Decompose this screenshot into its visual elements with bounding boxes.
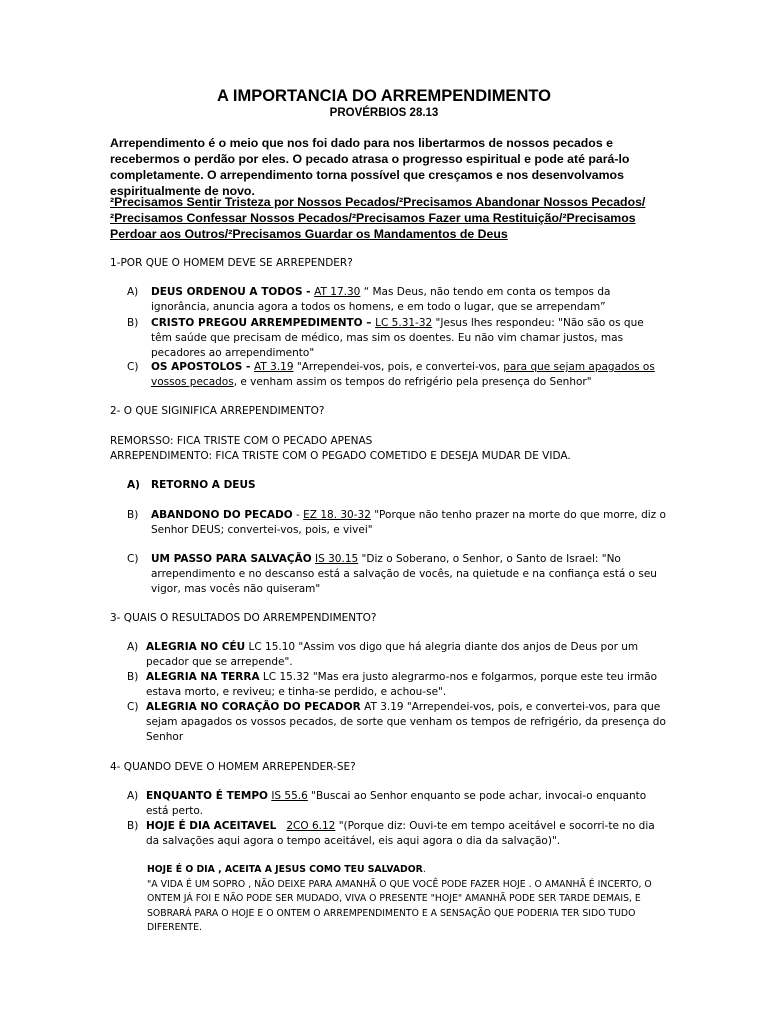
item-text-underlined: para que sejam apagados os vossos pecados <box>151 361 655 388</box>
item-text: "Mas era justo alegrarmo-nos e folgarmos, porque este teu irmão estava morto, e reviveu; e tinha-se perdido, e achou-se". <box>146 671 658 698</box>
item-body <box>146 670 666 700</box>
item-label: A) <box>127 286 139 298</box>
item-ref: AT 17.30 <box>314 286 361 298</box>
item-ref: LC 15.32 <box>259 671 310 683</box>
item-body <box>151 508 666 538</box>
item-body <box>151 285 666 315</box>
item-text: “ Mas Deus, não tendo em conta os tempos da ignorância, anuncia agora a todos os homens, e em todo o lugar, que se arrependam” <box>151 286 611 313</box>
item-label: C) <box>127 701 139 713</box>
item-text: "Buscai ao Senhor enquanto se pode achar, invocai-o enquanto está perto. <box>146 790 647 817</box>
closing-text: "A VIDA É UM SOPRO , NÃO DEIXE PARA AMANHÃ O QUE VOCÊ PODE FAZER HOJE . O AMANHÃ É INCERTO, O ONTEM JÁ FOI E NÃO PODE SER MUDADO, VIVA O PRESENTE "HOJE" AMANHÃ PODE SER TARDE DEMAIS, E SOBRARÁ PARA O HOJE E O ONTEM O ARREMPENDIMENTO E A SENSAÇÃO QUE PODERIA TER SIDO TUDO DIFERENTE. <box>147 878 652 933</box>
closing-heading <box>147 863 662 878</box>
item-body <box>151 316 666 361</box>
item-label: A) <box>127 479 140 491</box>
item-label: C) <box>127 361 139 373</box>
item-label: A) <box>127 790 139 802</box>
item-title: ABANDONO DO PECADO <box>151 509 293 521</box>
item-label: C) <box>127 553 139 565</box>
section-3-heading: 3- QUAIS O RESULTADOS DO ARREMPENDIMENTO? <box>110 612 377 624</box>
page-title: A IMPORTANCIA DO ARREMPENDIMENTO <box>217 87 551 105</box>
section-2-heading: 2- O QUE SIGINIFICA ARREPENDIMENTO? <box>110 405 325 417</box>
item-ref: AT 3.19 <box>360 701 404 713</box>
item-title: RETORNO A DEUS <box>151 479 256 491</box>
item-text: "Arrependei-vos, pois, e convertei-vos, <box>293 361 504 373</box>
item-body <box>146 819 666 849</box>
item-body <box>146 640 666 670</box>
item-label: B) <box>127 509 139 521</box>
item-text: "Arrependei-vos, pois, e convertei-vos, para que sejam apagados os vossos pecados, de sorte que venham os tempos de refrigério, da presença do Senhor <box>146 701 666 743</box>
item-title: OS APOSTOLOS - <box>151 361 255 373</box>
topics-paragraph: ²Precisamos Sentir Tristeza por Nossos Pecados/²Precisamos Abandonar Nossos Pecados/²Precisamos Confessar Nossos Pecados/²Precisamos Fazer uma Restituição/²Precisamos Perdoar aos Outros/²Precisamos Guardar os Mandamentos de Deus <box>110 195 646 241</box>
item-sep <box>276 820 286 832</box>
item-title: CRISTO PREGOU ARREMPEDIMENTO – <box>151 317 376 329</box>
item-ref: EZ 18. 30-32 <box>303 509 371 521</box>
item-title: ALEGRIA NO CORAÇÃO DO PECADOR <box>146 701 361 713</box>
item-title: ALEGRIA NA TERRA <box>146 671 260 683</box>
item-text: "Assim vos digo que há alegria diante dos anjos de Deus por um pecador que se arrepende". <box>146 641 639 668</box>
item-body <box>151 552 666 597</box>
section-4-heading: 4- QUANDO DEVE O HOMEM ARREPENDER-SE? <box>110 761 356 773</box>
item-title: HOJE É DIA ACEITAVEL <box>146 820 277 832</box>
item-body <box>151 360 666 390</box>
item-ref: 2CO 6.12 <box>286 820 336 832</box>
intro-paragraph: Arrependimento é o meio que nos foi dado para nos libertarmos de nossos pecados e recebermos o perdão por eles. O pecado atrasa o progresso espiritual e pode até pará-lo completamente. O arrependimento torna possível que cresçamos e nos desenvolvamos espiritualmente de novo. <box>110 136 630 198</box>
item-label: B) <box>127 671 139 683</box>
page-subtitle: PROVÉRBIOS 28.13 <box>329 107 439 119</box>
item-text: "(Porque diz: Ouvi-te em tempo aceitável e socorri-te no dia da salvações aqui agora o tempo aceitável, eis aqui agora o dia da salvação)". <box>146 820 655 847</box>
item-body <box>146 700 666 745</box>
item-title: UM PASSO PARA SALVAÇÃO <box>151 553 312 565</box>
item-sep: - <box>292 509 304 521</box>
item-ref: IS 55.6 <box>271 790 308 802</box>
item-title: ENQUANTO É TEMPO <box>146 790 268 802</box>
section-1-heading: 1-POR QUE O HOMEM DEVE SE ARREPENDER? <box>110 257 353 269</box>
item-ref: LC 15.10 <box>245 641 296 653</box>
item-ref: LC 5.31-32 <box>375 317 433 329</box>
item-text: "Porque não tenho prazer na morte do que morre, diz o Senhor DEUS; convertei-vos, pois, e vivei" <box>151 509 666 536</box>
closing-heading-text: HOJE É O DIA , ACEITA A JESUS COMO TEU SALVADOR <box>147 864 423 875</box>
item-title: ALEGRIA NO CÉU <box>146 641 246 653</box>
item-text: "Diz o Soberano, o Senhor, o Santo de Israel: "No arrependimento e no descanso está a salvação de vocês, na quietude e na confiança está o seu vigor, mas vocês não quiseram" <box>151 553 657 595</box>
item-label: B) <box>127 317 139 329</box>
item-body <box>151 478 666 493</box>
arrependimento-definition: ARREPENDIMENTO: FICA TRISTE COM O PEGADO COMETIDO E DESEJA MUDAR DE VIDA. <box>110 450 571 462</box>
closing-note <box>147 863 662 936</box>
closing-heading-end: . <box>422 864 426 875</box>
item-ref: AT 3.19 <box>254 361 294 373</box>
item-ref: IS 30.15 <box>315 553 359 565</box>
remorsso-definition: REMORSSO: FICA TRISTE COM O PECADO APENAS <box>110 435 373 447</box>
item-body <box>146 789 666 819</box>
item-text: , e venham assim os tempos do refrigério pela presença do Senhor" <box>233 376 592 388</box>
item-text: "Jesus lhes respondeu: "Não são os que têm saúde que precisam de médico, mas sim os doentes. Eu não vim chamar justos, mas pecadores ao arrependimento" <box>151 317 644 359</box>
item-label: A) <box>127 641 139 653</box>
item-label: B) <box>127 820 139 832</box>
item-title: DEUS ORDENOU A TODOS - <box>151 286 315 298</box>
